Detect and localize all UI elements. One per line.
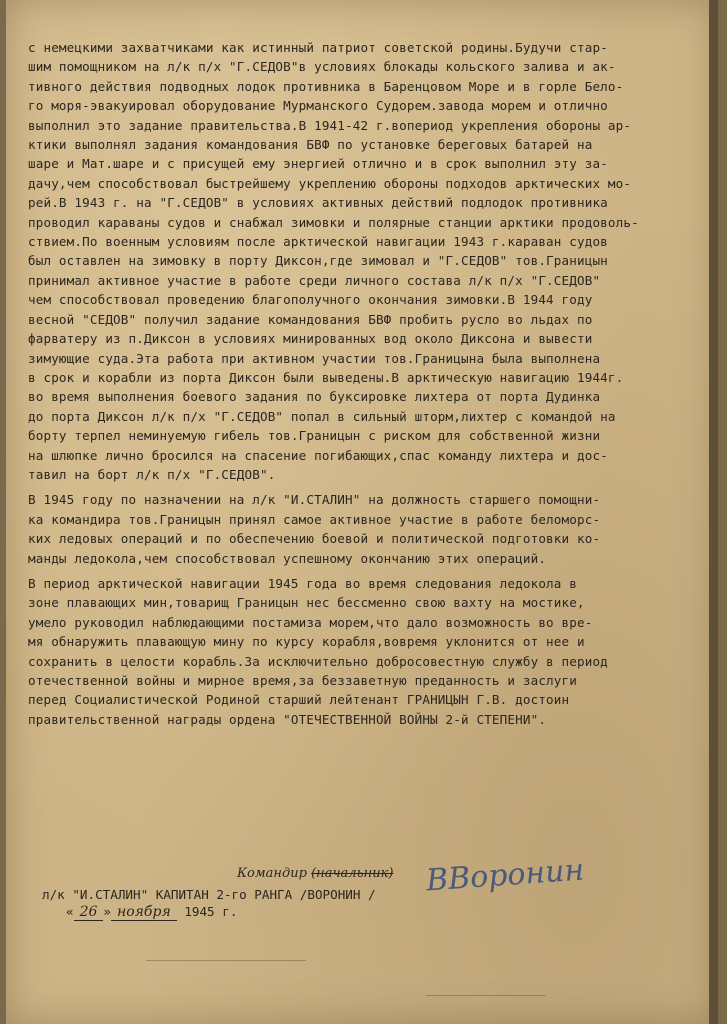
text-line: был оставлен на зимовку в порту Диксон,где зимовал и "Г.СЕДОВ" тов.Границын: [28, 253, 608, 269]
text-line: дачу,чем способствовал быстрейшему укреплению обороны подходов арктических мо-: [28, 175, 632, 191]
page-edge-shadow: [709, 0, 718, 1024]
text-line: правительственной награды ордена "ОТЕЧЕСТВЕННОЙ ВОЙНЫ 2-й СТЕПЕНИ".: [28, 711, 547, 727]
text-line: В 1945 году по назначении на л/к "И.СТАЛИН" на должность старшего помощни-: [28, 492, 601, 508]
handwritten-signature: ВВоронин: [424, 852, 586, 899]
paragraph-2: [28, 490, 688, 568]
paper-scratch: [146, 960, 306, 961]
text-line: ких ледовых операций и по обеспечению боевой и политической подготовки ко-: [28, 531, 601, 547]
paragraph-3: [28, 574, 688, 729]
text-line: проводил караваны судов и снабжал зимовки и полярные станции арктики продоволь-: [28, 214, 639, 230]
document-page: [6, 0, 718, 1024]
text-line: до порта Диксон л/к п/х "Г.СЕДОВ" попал в сильный шторм,лихтер с командой на: [28, 408, 616, 424]
text-line: принимал активное участие в работе среди личного состава л/к п/х "Г.СЕДОВ": [28, 272, 601, 288]
text-line: ктики выполнял задания командования БВФ по установке береговых батарей на: [28, 137, 593, 153]
text-line: шим помощником на л/к п/х "Г.СЕДОВ"в условиях блокады кольского залива и ак-: [28, 59, 616, 75]
text-line: на шлюпке лично бросился на спасение погибающих,спас команду лихтера и дос-: [28, 447, 608, 463]
text-line: го моря-эвакуировал оборудование Мурманского Судорем.завода морем и отлично: [28, 98, 608, 114]
text-line: выполнил это задание правительства.В 1941-42 г.вопериод укрепления обороны ар-: [28, 117, 632, 133]
text-line: умело руководил наблюдающими постамиза морем,что дало возможность во вре-: [28, 614, 593, 630]
text-line: весной "СЕДОВ" получил задание командования БВФ пробить русло во льдах по: [28, 311, 593, 327]
text-line: с немецкими захватчиками как истинный патриот советской родины.Будучи стар-: [28, 40, 608, 55]
text-line: фарватеру из п.Диксон в условиях минированных вод около Диксона и вывести: [28, 331, 593, 347]
text-line: во время выполнения боевого задания по буксировке лихтера от порта Дудинка: [28, 389, 601, 405]
date-line: « 26 » ноября 1945 г.: [66, 904, 238, 920]
text-line: шаре и Мат.шаре и с присущей ему энергией отлично и в срок выполнил эту за-: [28, 156, 608, 172]
paper-scratch: [426, 995, 546, 996]
text-line: зоне плавающих мин,товарищ Границын нес бессменно свою вахту на мостике,: [28, 595, 585, 611]
text-line: чем способствовал проведению благополучного окончания зимовки.В 1944 году: [28, 292, 593, 308]
paragraph-1: [28, 38, 688, 484]
text-line: тавил на борт л/к п/х "Г.СЕДОВ".: [28, 466, 276, 482]
commander-title: Командир: [237, 866, 307, 881]
text-line: зимующие суда.Эта работа при активном участии тов.Границына была выполнена: [28, 350, 601, 366]
document-body: [28, 38, 688, 729]
date-suffix: г.: [222, 904, 238, 919]
rank-line: л/к "И.СТАЛИН" КАПИТАН 2-го РАНГА /ВОРОНИН /: [42, 887, 376, 902]
text-line: отечественной войны и мирное время,за беззаветную преданность и заслуги: [28, 673, 577, 688]
date-year: 1945: [184, 904, 215, 919]
date-day: 26: [74, 904, 104, 921]
text-line: перед Социалистической Родиной старший лейтенант ГРАНИЦЫН Г.В. достоин: [28, 692, 570, 708]
text-line: В период арктической навигации 1945 года во время следования ледокола в: [28, 575, 577, 591]
text-line: борту терпел неминуемую гибель тов.Границын с риском для собственной жизни: [28, 428, 601, 444]
date-month: ноября: [111, 904, 177, 921]
text-line: ствием.По военным условиям после арктической навигации 1943 г.караван судов: [28, 234, 608, 250]
text-line: мя обнаружить плавающую мину по курсу корабля,вовремя уклонится от нее и: [28, 634, 585, 650]
commander-label: [237, 866, 393, 881]
text-line: тивного действия подводных лодок противника в Баренцовом Море и в горле Бело-: [28, 78, 624, 94]
text-line: рей.В 1943 г. на "Г.СЕДОВ" в условиях активных действий подлодок противника: [28, 195, 608, 211]
commander-struck-title: (начальник): [311, 866, 394, 881]
text-line: в срок и корабли из порта Диксон были выведены.В арктическую навигацию 1944г.: [28, 369, 624, 385]
text-line: ка командира тов.Границын принял самое активное участие в работе беломорс-: [28, 511, 601, 527]
text-line: манды ледокола,чем способствовал успешному окончанию этих операций.: [28, 550, 547, 566]
text-line: сохранить в целости корабль.За исключительно добросовестную службу в период: [28, 653, 608, 669]
